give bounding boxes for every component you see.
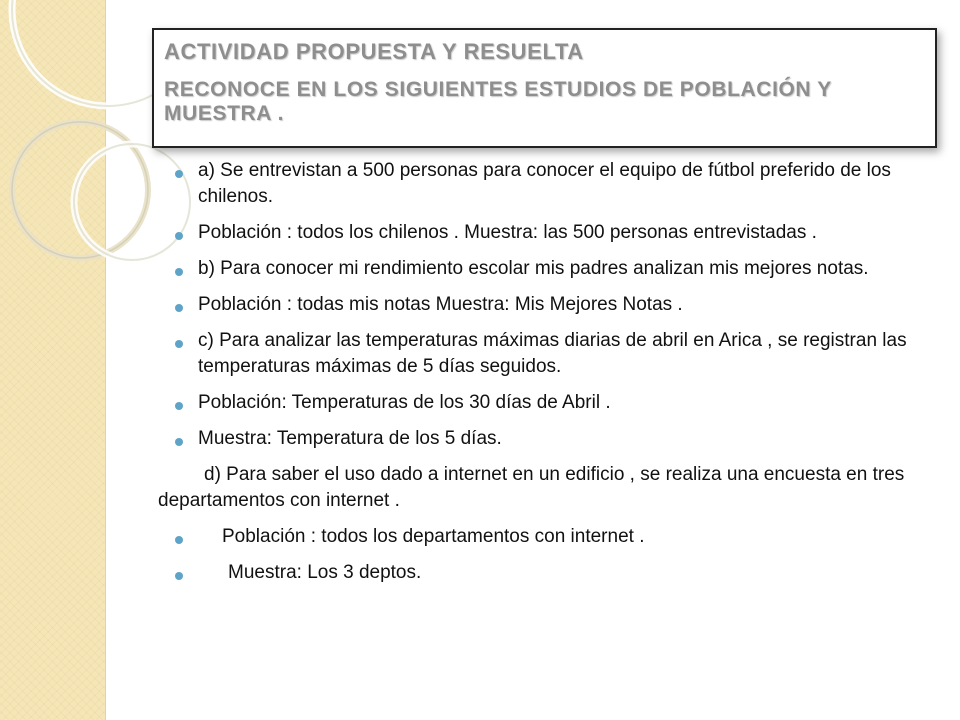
list-item-d-population [158, 524, 933, 550]
item-text: Población : todos los departamentos con internet . [222, 526, 645, 547]
item-text: d) Para saber el uso dado a internet en un edificio , se realiza una encuesta en tres departamentos con internet . [158, 464, 905, 511]
item-text: b) Para conocer mi rendimiento escolar mis padres analizan mis mejores notas. [198, 258, 869, 279]
item-text: a) Se entrevistan a 500 personas para conocer el equipo de fútbol preferido de los chilenos. [198, 160, 891, 207]
bullet-icon [175, 536, 183, 544]
bullet-icon [175, 268, 183, 276]
list-item-c-population [158, 390, 933, 416]
content-list [158, 158, 933, 596]
bullet-icon [175, 438, 183, 446]
list-item-d [158, 462, 933, 514]
item-text: c) Para analizar las temperaturas máximas diarias de abril en Arica , se registran las temperaturas máximas de 5 días seguidos. [198, 330, 907, 377]
list-item-c [158, 328, 933, 380]
item-text: Muestra: Temperatura de los 5 días. [198, 428, 502, 449]
list-item-c-sample [158, 426, 933, 452]
list-item-b [158, 256, 933, 282]
item-text: Población : todas mis notas Muestra: Mis Mejores Notas . [198, 294, 683, 315]
bullet-icon [175, 232, 183, 240]
title-line-2: RECONOCE EN LOS SIGUIENTES ESTUDIOS DE POBLACIÓN Y MUESTRA . [164, 78, 832, 125]
list-item-a-answer [158, 220, 933, 246]
list-item-a [158, 158, 933, 210]
title-box [152, 28, 937, 148]
list-item-d-sample [158, 560, 933, 586]
item-text: Población : todos los chilenos . Muestra: las 500 personas entrevistadas . [198, 222, 817, 243]
item-text: Población: Temperaturas de los 30 días de Abril . [198, 392, 611, 413]
bullet-icon [175, 170, 183, 178]
bullet-icon [175, 572, 183, 580]
bullet-icon [175, 304, 183, 312]
item-text: Muestra: Los 3 deptos. [228, 562, 422, 583]
title-line-1: ACTIVIDAD PROPUESTA Y RESUELTA [164, 39, 584, 64]
list-item-b-answer [158, 292, 933, 318]
bullet-icon [175, 340, 183, 348]
bullet-icon [175, 402, 183, 410]
